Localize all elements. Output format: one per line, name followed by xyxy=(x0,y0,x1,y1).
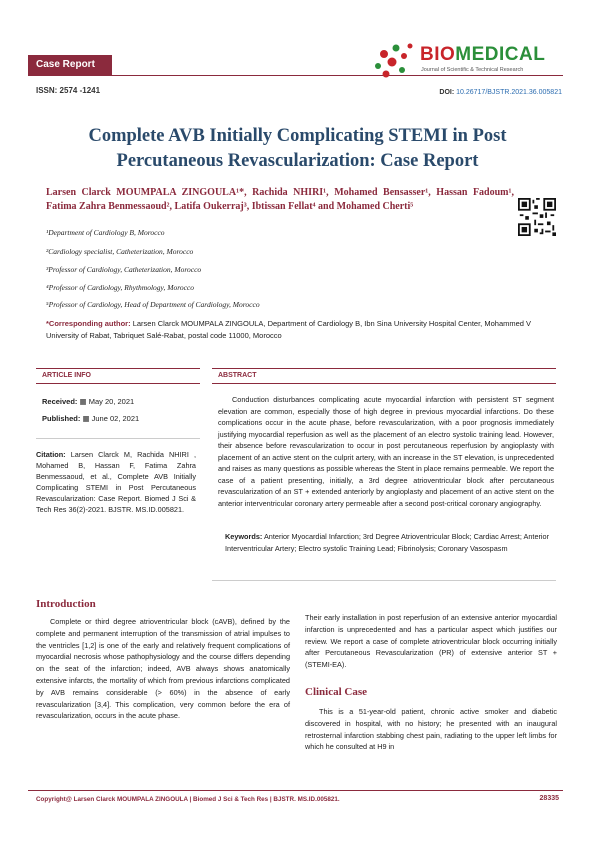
clinical-case-heading: Clinical Case xyxy=(305,686,368,698)
keywords-text: Anterior Myocardial Infarction; 3rd Degree Atrioventricular Block; Cardiac Arrest; Anterior Interventricular Artery; Electro systolic Training Lead; Fibrinolysis; Coronary Vasospasm xyxy=(225,532,550,553)
issn: ISSN: 2574 -1241 xyxy=(36,86,101,95)
affiliation-3: ³Professor of Cardiology, Catheterization, Morocco xyxy=(46,265,202,274)
intro-heading: Introduction xyxy=(36,598,96,610)
affiliation-1: ¹Department of Cardiology B, Morocco xyxy=(46,228,165,237)
clinical-paragraph-1: This is a 51-year-old patient, chronic active smoker and diabetic discovered in hospital, with no history; he presented with an inaugural retrosternal infarction stabbing chest pain, radiating to the upper left limbs for which he consulted at H9 in xyxy=(305,707,557,752)
abstract-text: Conduction disturbances complicating acute myocardial infarction with persistent ST segment elevation are common, especially those of high degree in previous myocardial infarctions. Do these complications occur in the acute phase, before revascularization, with a poor prognosis immediately justifying myocardial reperfusion as well as the placement of an electro systolic training lead. However, their absence before revascularization to occur in post percutaneous reperfusion by angioplasty with placement of an active stent on the culprit artery, with an increase in the ST elevation, is unprecedented and raises as many questions as possible whereas the Stent in place remains permeable. We report the case of a patient presenting, initially, a 3rd degree atrioventricular block after percutaneous revascularization of an ST + extended anteriorly by angioplasty and placement of an active stent on the anterior interventricular coronary artery permeable after a second post-critical coronary angiography. xyxy=(218,395,554,508)
brand-part-a: BIO xyxy=(420,44,456,65)
abstract-heading: ABSTRACT xyxy=(218,372,257,379)
calendar-icon: ▦ xyxy=(79,397,87,406)
corresponding-author xyxy=(46,318,556,342)
page-number: 28335 xyxy=(539,795,559,802)
published-date xyxy=(42,414,139,423)
corresponding-text: Larsen Clarck MOUMPALA ZINGOULA, Department of Cardiology B, Ibn Sina University Hospital Center, Mohammed V University of Rabat, Tabriquet Salé-Rabat, postal code 11000, Morocco xyxy=(46,319,532,340)
received-date xyxy=(42,397,134,406)
citation-text: Larsen Clarck M, Rachida NHIRI , Mohamed B, Hassan F, Fatima Zahra Benmessaoud, et al., Complete AVB Initially Complicating STEMI in Post Percutaneous Revascularization: Case Report. Biomed J Sci & Tech Res 36(2)-2021. BJSTR. MS.ID.005821. xyxy=(36,450,196,514)
published-value: June 02, 2021 xyxy=(91,414,140,423)
keywords xyxy=(225,531,555,554)
received-label: Received: xyxy=(42,397,78,406)
published-label: Published: xyxy=(42,414,81,423)
citation-label: Citation: xyxy=(36,450,66,459)
intro-paragraph-2: Their early installation in post reperfusion of an extensive anterior myocardial infarction is unprecedented and has a particular aspect which justifies our review. We report a case of complete atrioventricular block occurring initially after Percutaneous Revascularization (PR) of extensive anterior ST + (STEMI-EA). xyxy=(305,613,557,670)
brand-part-b: MEDICAL xyxy=(455,44,546,65)
doi-link[interactable]: 10.26717/BJSTR.2021.36.005821 xyxy=(456,89,562,96)
article-info-rule-bottom xyxy=(36,383,200,384)
affiliation-2: ²Cardiology specialist, Catheterization, Morocco xyxy=(46,247,194,256)
footer-copyright: Copyright@ Larsen Clarck MOUMPALA ZINGOULA | Biomed J Sci & Tech Res | BJSTR. MS.ID.005821. xyxy=(36,796,340,803)
footer-rule xyxy=(28,790,563,791)
article-info-rule-top xyxy=(36,368,200,369)
abstract-divider xyxy=(212,580,556,581)
article-info-heading: ARTICLE INFO xyxy=(42,372,91,379)
corresponding-label: *Corresponding author: xyxy=(46,319,131,328)
article-title: Complete AVB Initially Complicating STEMI in Post Percutaneous Revascularization: Case Report xyxy=(88,126,507,171)
author-list: Larsen Clarck MOUMPALA ZINGOULA¹*, Rachida NHIRI¹, Mohamed Bensasser¹, Hassan Fadoum¹, Fatima Zahra Benmessaoud², Latifa Oukerraj³, Ibtissan Fellat⁴ and Mohamed Cherti⁵ xyxy=(46,187,514,212)
doi-label: DOI: xyxy=(439,89,455,96)
abstract-rule-top xyxy=(212,368,556,369)
brand-subtitle: Journal of Scientific & Technical Research xyxy=(421,67,524,73)
qr-code-icon[interactable] xyxy=(518,198,556,236)
citation xyxy=(36,449,196,515)
info-divider xyxy=(36,438,200,439)
intro-paragraph-1: Complete or third degree atrioventricular block (cAVB), defined by the complete and permanent interruption of the transmission of atrial impulses to the ventricles [1,2] is one of the early and relatively frequent complications of myocardial necrosis whose pathophysiology and the course differs depending on the seat of the infarction; indeed, AVB always shows anatomically extensive infarcts, the mortality of which from previous infarctions complicated by AVB remains considerable (> 60%) in the absence of early revascularization [3,4]. This complication, very common before the era of revascularization, occurs in the acute phase. xyxy=(36,617,290,721)
calendar-icon: ▦ xyxy=(82,414,90,423)
abstract-rule-bottom xyxy=(212,383,556,384)
affiliation-5: ⁵Professor of Cardiology, Head of Department of Cardiology, Morocco xyxy=(46,300,260,309)
doi xyxy=(439,89,562,96)
received-value: May 20, 2021 xyxy=(88,397,135,406)
keywords-label: Keywords: xyxy=(225,532,263,541)
brand-name xyxy=(420,44,545,66)
affiliation-4: ⁴Professor of Cardiology, Rhythmology, Morocco xyxy=(46,283,195,292)
article-type-tag: Case Report xyxy=(28,55,112,75)
